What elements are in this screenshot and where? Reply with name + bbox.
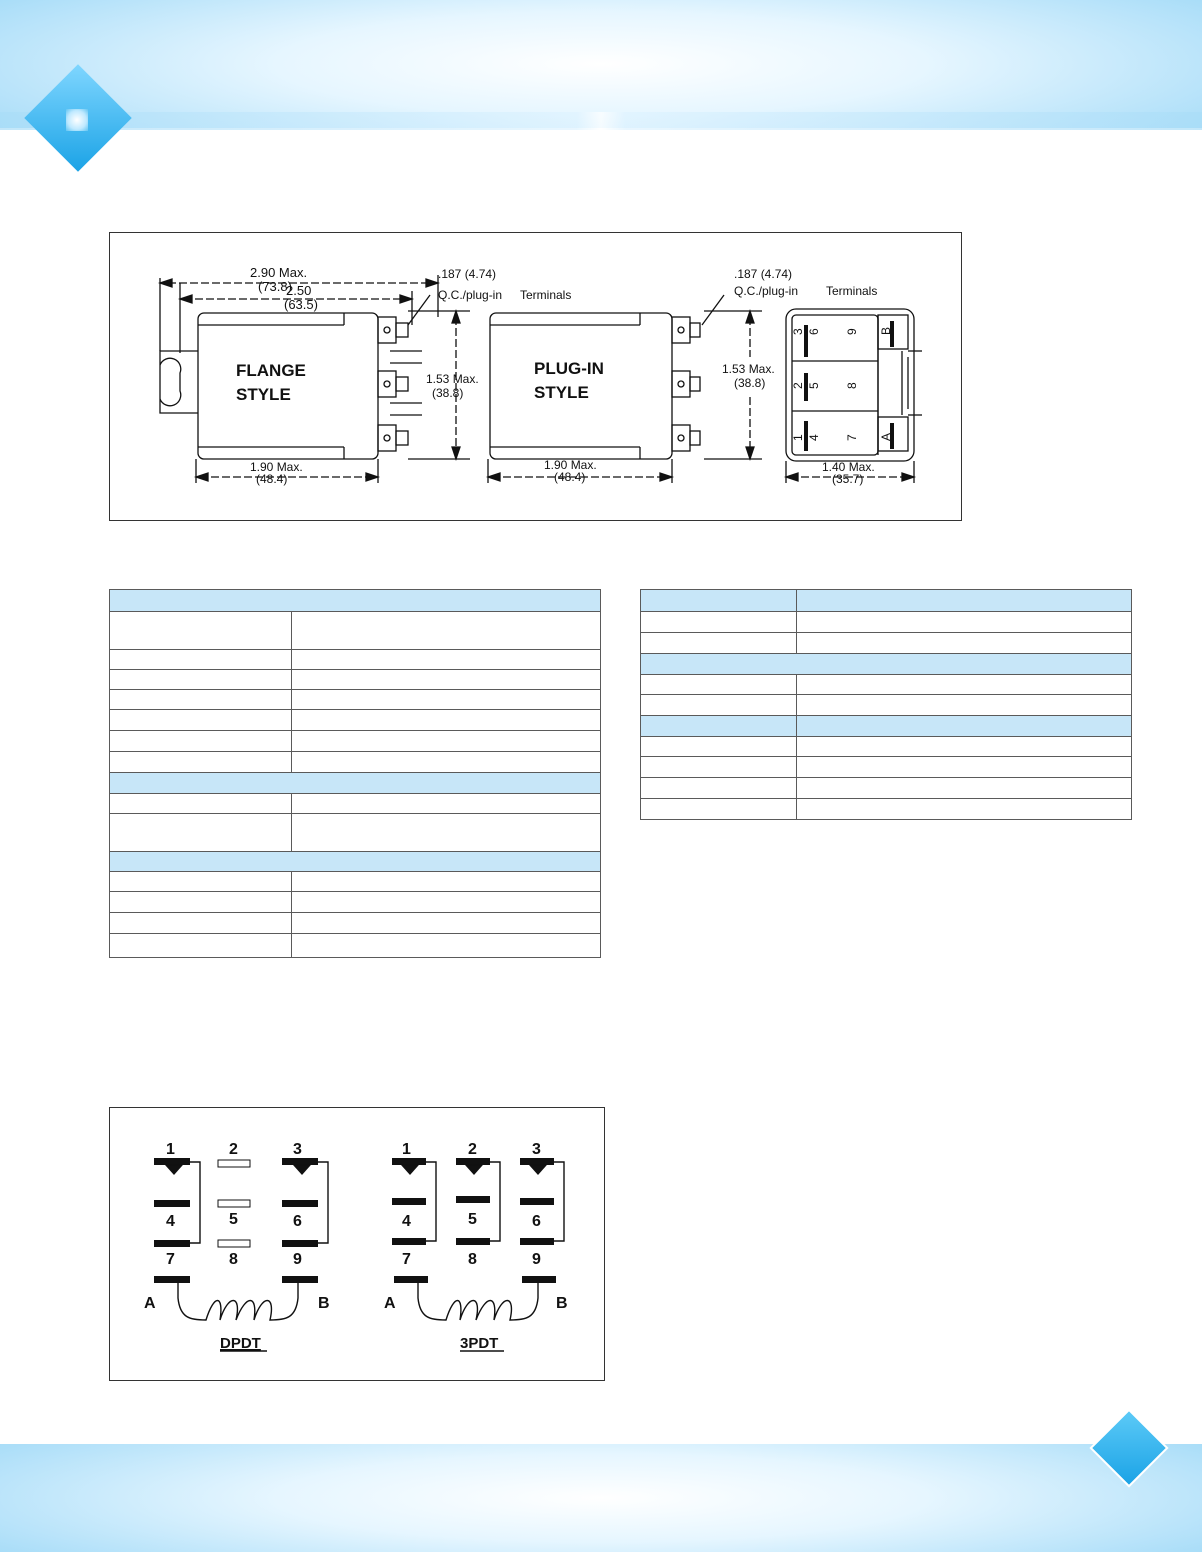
- flange-terminal-note-3: Terminals: [520, 288, 572, 302]
- flange-title-line2: STYLE: [236, 385, 291, 404]
- right-table-row: [641, 737, 1132, 757]
- header-swoosh: [0, 112, 1202, 130]
- right-spec-table: [640, 589, 1132, 820]
- left-table-row: [110, 814, 601, 852]
- plugin-title-line2: STYLE: [534, 383, 589, 402]
- tpdt-label-3: 3: [532, 1141, 541, 1158]
- tpdt-label-6: 6: [532, 1213, 541, 1230]
- right-table-row: [641, 695, 1132, 716]
- flange-body-length-label: 1.90 Max.: [250, 460, 303, 474]
- right-table-section-row: [641, 590, 1132, 612]
- right-table-section-row: [641, 716, 1132, 737]
- dpdt-coil: [178, 1283, 298, 1320]
- left-table-section-row: [110, 590, 601, 612]
- dpdt-label-2: 2: [229, 1141, 238, 1158]
- end-pin-7: 7: [845, 434, 859, 441]
- end-pin-2: 2: [791, 382, 805, 389]
- left-table-row: [110, 670, 601, 690]
- dimensions-drawing-panel: [109, 232, 962, 521]
- tpdt-label-8: 8: [468, 1251, 477, 1268]
- end-width-label: 1.40 Max.: [822, 460, 875, 474]
- end-pin-3: 3: [791, 328, 805, 335]
- right-table-row: [641, 612, 1132, 633]
- plugin-relay-outline: [490, 313, 700, 459]
- dpdt-coil-a: A: [144, 1295, 156, 1312]
- plugin-terminal-note-3: Terminals: [826, 284, 878, 298]
- left-table-section-row: [110, 773, 601, 794]
- flange-height-mm: (38.8): [432, 386, 464, 400]
- footer-band: [0, 1444, 1202, 1552]
- left-table-row: [110, 612, 601, 650]
- end-pin-8: 8: [845, 382, 859, 389]
- right-table-row: [641, 799, 1132, 820]
- header-band: [0, 0, 1202, 128]
- end-width-mm: (35.7): [832, 472, 864, 486]
- dpdt-label-5: 5: [229, 1211, 238, 1228]
- dpdt-coil-b: B: [318, 1295, 330, 1312]
- plugin-height-mm: (38.8): [734, 376, 766, 390]
- flange-relay-outline: [160, 313, 422, 459]
- wiring-diagram-panel: [109, 1107, 605, 1381]
- plugin-terminal-note-1: .187 (4.74): [734, 267, 793, 281]
- dpdt-label-7: 7: [166, 1251, 175, 1268]
- header-diamond-core: [66, 109, 88, 131]
- right-table-row: [641, 633, 1132, 654]
- left-table-row: [110, 650, 601, 670]
- left-table-section-row: [110, 852, 601, 872]
- end-pin-B: B: [879, 326, 893, 335]
- right-table-row: [641, 675, 1132, 695]
- right-table-row: [641, 757, 1132, 778]
- left-table-row: [110, 872, 601, 892]
- left-table-row: [110, 710, 601, 731]
- dimensions-drawing: [110, 233, 961, 520]
- dpdt-label-6: 6: [293, 1213, 302, 1230]
- left-spec-table: [109, 589, 601, 958]
- tpdt-label-4: 4: [402, 1213, 411, 1230]
- tpdt-label-1: 1: [402, 1141, 411, 1158]
- left-table-row: [110, 752, 601, 773]
- dpdt-label-8: 8: [229, 1251, 238, 1268]
- dpdt-label-9: 9: [293, 1251, 302, 1268]
- left-table-row: [110, 690, 601, 710]
- tpdt-label-5: 5: [468, 1211, 477, 1228]
- flange-height-label: 1.53 Max.: [426, 372, 479, 386]
- end-pin-1: 1: [791, 434, 805, 441]
- mount-spacing-label: 2.50: [286, 283, 312, 298]
- tpdt-coil-a: A: [384, 1295, 396, 1312]
- flange-terminal-note-1: .187 (4.74): [438, 267, 497, 281]
- dpdt-label-3: 3: [293, 1141, 302, 1158]
- plugin-title-line1: PLUG-IN: [534, 359, 604, 378]
- left-table-row: [110, 892, 601, 913]
- overall-length-label: 2.90 Max.: [250, 265, 308, 280]
- end-pin-4: 4: [807, 434, 821, 441]
- dpdt-title: DPDT: [220, 1335, 261, 1352]
- left-table-row: [110, 794, 601, 814]
- left-table-row: [110, 913, 601, 934]
- right-table-section-row: [641, 654, 1132, 675]
- end-pin-A: A: [879, 432, 893, 441]
- plugin-body-length-label: 1.90 Max.: [544, 458, 597, 472]
- plugin-terminal-note-2: Q.C./plug-in: [734, 284, 799, 298]
- tpdt-coil: [418, 1283, 538, 1320]
- dpdt-unused-contacts: [218, 1160, 250, 1247]
- tpdt-label-2: 2: [468, 1141, 477, 1158]
- tpdt-title: 3PDT: [460, 1335, 499, 1352]
- right-table-row: [641, 778, 1132, 799]
- flange-terminal-note-2: Q.C./plug-in: [438, 288, 503, 302]
- mount-spacing-mm: (63.5): [284, 297, 318, 312]
- flange-title-line1: FLANGE: [236, 361, 306, 380]
- end-pin-6: 6: [807, 328, 821, 335]
- tpdt-label-7: 7: [402, 1251, 411, 1268]
- left-table-row: [110, 731, 601, 752]
- overall-length-mm: (73.8): [258, 279, 292, 294]
- end-pin-9: 9: [845, 328, 859, 335]
- plugin-body-length-mm: (48.4): [554, 470, 586, 484]
- wiring-diagram: [110, 1108, 604, 1380]
- left-table-row: [110, 934, 601, 958]
- flange-body-length-mm: (48.4): [256, 472, 288, 486]
- tpdt-coil-b: B: [556, 1295, 568, 1312]
- dpdt-label-4: 4: [166, 1213, 175, 1230]
- tpdt-label-9: 9: [532, 1251, 541, 1268]
- plugin-terminal-leader: [702, 295, 724, 325]
- end-pin-5: 5: [807, 382, 821, 389]
- dpdt-label-1: 1: [166, 1141, 175, 1158]
- plugin-height-label: 1.53 Max.: [722, 362, 775, 376]
